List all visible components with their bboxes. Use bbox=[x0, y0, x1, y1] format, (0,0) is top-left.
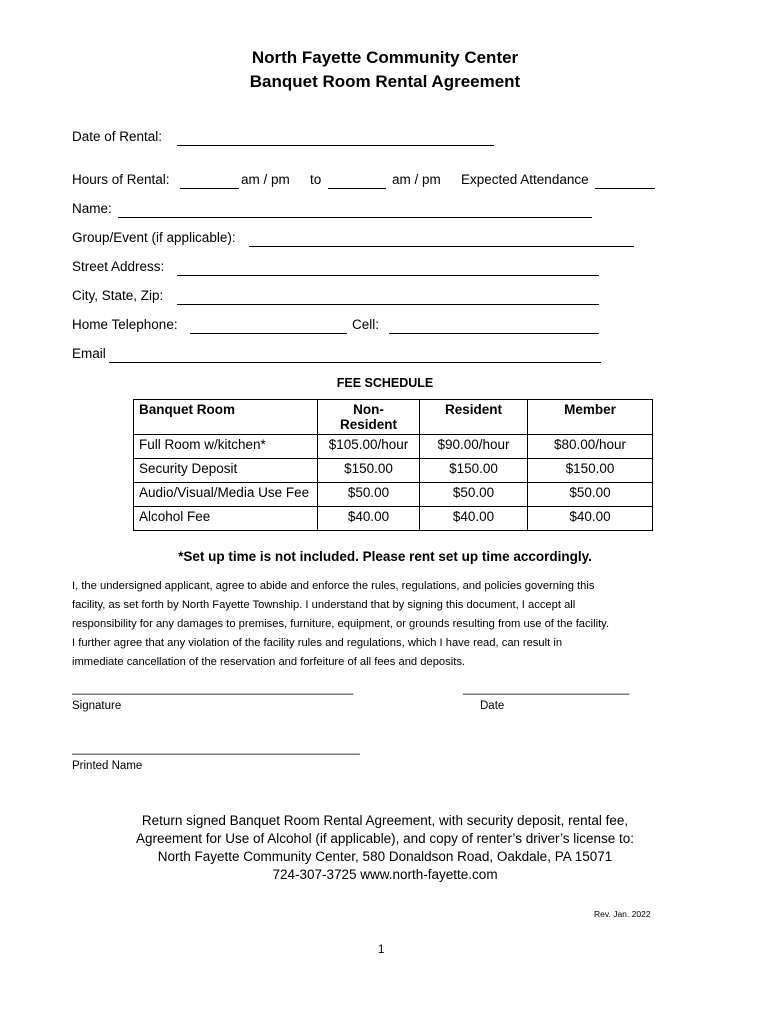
fee-resident: $50.00 bbox=[420, 483, 528, 507]
email-field[interactable] bbox=[109, 362, 601, 363]
fee-member: $150.00 bbox=[528, 459, 653, 483]
email-label: Email bbox=[72, 346, 106, 361]
printed-name-line[interactable]: _____________________________________________ bbox=[72, 743, 360, 755]
fee-schedule-heading: FEE SCHEDULE bbox=[336, 376, 434, 390]
fee-resident: $40.00 bbox=[420, 507, 528, 531]
signature-line[interactable]: ____________________________________________ bbox=[72, 683, 354, 695]
street-address-label: Street Address: bbox=[72, 259, 165, 274]
agreement-line: I further agree that any violation of the facility rules and regulations, which I have read, can result in bbox=[72, 637, 563, 649]
hours-of-rental-label: Hours of Rental: bbox=[72, 172, 170, 187]
header-banquet-room: Banquet Room bbox=[134, 400, 318, 435]
fee-item: Full Room w/kitchen* bbox=[134, 435, 318, 459]
home-telephone-field[interactable] bbox=[190, 333, 347, 334]
city-state-zip-label: City, State, Zip: bbox=[72, 288, 164, 303]
fee-nonresident: $105.00/hour bbox=[318, 435, 420, 459]
fee-nonresident: $40.00 bbox=[318, 507, 420, 531]
revision-date: Rev. Jan. 2022 bbox=[594, 909, 651, 919]
name-field[interactable] bbox=[118, 217, 592, 218]
fee-item: Security Deposit bbox=[134, 459, 318, 483]
to-label: to bbox=[310, 172, 322, 187]
street-address-field[interactable] bbox=[177, 275, 599, 276]
table-row bbox=[134, 507, 653, 531]
home-telephone-label: Home Telephone: bbox=[72, 317, 178, 332]
agreement-paragraph bbox=[72, 577, 702, 672]
date-of-rental-field[interactable] bbox=[177, 145, 494, 146]
fee-nonresident: $50.00 bbox=[318, 483, 420, 507]
city-state-zip-field[interactable] bbox=[177, 304, 599, 305]
return-instructions bbox=[0, 812, 770, 884]
expected-attendance-field[interactable] bbox=[595, 188, 655, 189]
cell-label: Cell: bbox=[352, 317, 380, 332]
group-event-field[interactable] bbox=[249, 246, 634, 247]
agreement-line: I, the undersigned applicant, agree to abide and enforce the rules, regulations, and policies governing this bbox=[72, 580, 595, 592]
return-line: Return signed Banquet Room Rental Agreement, with security deposit, rental fee, bbox=[141, 813, 629, 828]
date-signed-label: Date bbox=[480, 700, 505, 712]
printed-name-label: Printed Name bbox=[72, 760, 143, 772]
table-row bbox=[134, 435, 653, 459]
agreement-line: responsibility for any damages to premises, furniture, equipment, or grounds resulting from use of the facility. bbox=[72, 618, 610, 630]
header-non-resident bbox=[318, 400, 420, 435]
table-row bbox=[134, 459, 653, 483]
end-am-pm-label: am / pm bbox=[392, 172, 441, 187]
setup-time-note: *Set up time is not included. Please rent set up time accordingly. bbox=[178, 549, 592, 564]
header-non-resident-line1: Non- bbox=[353, 402, 384, 417]
header-non-resident-line2: Resident bbox=[339, 417, 397, 432]
fee-schedule-table bbox=[133, 399, 653, 531]
header-member: Member bbox=[528, 400, 653, 435]
page-number: 1 bbox=[378, 944, 385, 956]
date-of-rental-label: Date of Rental: bbox=[72, 129, 163, 144]
fee-member: $80.00/hour bbox=[528, 435, 653, 459]
start-time-field[interactable] bbox=[180, 188, 239, 189]
signature-label: Signature bbox=[72, 700, 122, 712]
fee-resident: $150.00 bbox=[420, 459, 528, 483]
table-header-row bbox=[134, 400, 653, 435]
start-am-pm-label: am / pm bbox=[241, 172, 290, 187]
return-line: North Fayette Community Center, 580 Donaldson Road, Oakdale, PA 15071 bbox=[157, 849, 613, 864]
end-time-field[interactable] bbox=[328, 188, 386, 189]
header-resident: Resident bbox=[420, 400, 528, 435]
date-signed-line[interactable]: __________________________ bbox=[463, 683, 630, 695]
fee-resident: $90.00/hour bbox=[420, 435, 528, 459]
name-label: Name: bbox=[72, 201, 112, 216]
agreement-line: immediate cancellation of the reservation and forfeiture of all fees and deposits. bbox=[72, 656, 466, 668]
cell-field[interactable] bbox=[389, 333, 599, 334]
agreement-line: facility, as set forth by North Fayette Township. I understand that by signing this document, I accept all bbox=[72, 599, 576, 611]
fee-item: Audio/Visual/Media Use Fee bbox=[134, 483, 318, 507]
fee-member: $40.00 bbox=[528, 507, 653, 531]
contact-line: 724-307-3725 www.north-fayette.com bbox=[272, 867, 498, 882]
expected-attendance-label: Expected Attendance bbox=[461, 172, 589, 187]
page-subtitle: Banquet Room Rental Agreement bbox=[249, 72, 521, 91]
group-event-label: Group/Event (if applicable): bbox=[72, 230, 236, 245]
return-line: Agreement for Use of Alcohol (if applicable), and copy of renter’s driver’s license to: bbox=[135, 831, 634, 846]
table-row bbox=[134, 483, 653, 507]
page-title: North Fayette Community Center bbox=[251, 48, 519, 67]
fee-member: $50.00 bbox=[528, 483, 653, 507]
fee-item: Alcohol Fee bbox=[134, 507, 318, 531]
fee-nonresident: $150.00 bbox=[318, 459, 420, 483]
